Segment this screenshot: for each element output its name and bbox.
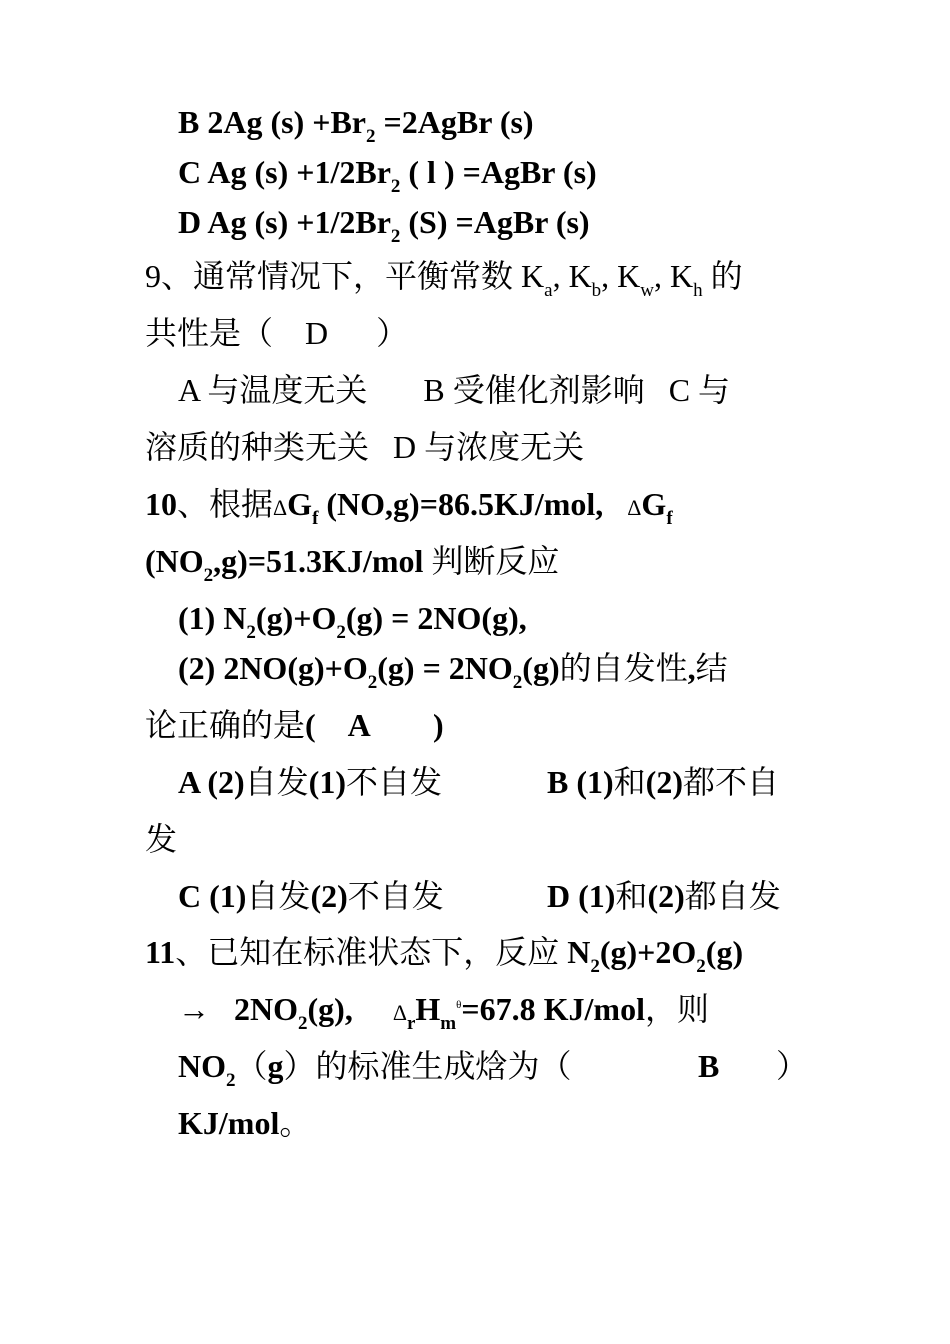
q10-option-d: D (1)和(2)都自发 (547, 878, 781, 914)
q11-stem-line3: $NO_2(g)$的标准生成焓为（ B ） (178, 1048, 809, 1091)
q10-options-cd: C (1)自发(2)不自发 D (1)和(2)都自发 (178, 878, 781, 914)
q8-option-d: D Ag $(s) +1/2Br_2$ (S) =AgBr (s) (178, 204, 590, 247)
q11-stem-line2: → $2NO_2(g)$, $\Delta_rH_m^\theta=67.8$ KJ/mol，则 (178, 991, 709, 1034)
q10-option-b: B (1)和(2)都不自 (547, 764, 779, 800)
q11-answer: B (698, 1048, 720, 1084)
q8-option-b: B 2Ag $(s) +Br_2$ =2AgBr (s) (178, 104, 534, 147)
q10-stem-line5: 论正确的是( A ) (145, 707, 444, 743)
q11-close-paren: ） (776, 1048, 809, 1084)
q8-option-c: C Ag $(s) +1/2Br_2$ ( l ) =AgBr (s) (178, 154, 597, 197)
q10-reaction-1: (1) $N_2(g)+O_2(g) = 2NO(g)$, (178, 600, 527, 643)
q11-stem-line4: KJ/mol。 (178, 1105, 312, 1141)
q10-options-ab-continued: 发 (145, 821, 178, 857)
q10-stem-line1: 10、根据$\Delta G_f$ (NO,g)=86.5KJ/mol, $\Delta G_f$ (145, 486, 673, 529)
q9-stem-line2: 共性是（ D ） (145, 315, 409, 351)
q10-reaction-2: (2) $2NO(g)+O_2(g) = 2NO_2(g)$的自发性,结 (178, 650, 728, 693)
q9-options-line2: 溶质的种类无关 D 与浓度无关 (145, 429, 585, 465)
q11-stem-line1: 11、已知在标准状态下，反应 $N_2(g)+2O_2(g)$ (145, 934, 744, 977)
q10-options-ab: A (2)自发(1)不自发 B (1)和(2)都不自 (178, 764, 779, 800)
q10-stem-line2: $(NO_2,g)=51.3KJ$/mol 判断反应 (145, 543, 560, 586)
q9-stem-line1: 9、通常情况下，平衡常数 $K_a$, $K_b$, $K_w$, $K_h$ 的 (145, 258, 743, 301)
q9-options-line1: A 与温度无关 B 受催化剂影响 C 与 (178, 372, 731, 408)
